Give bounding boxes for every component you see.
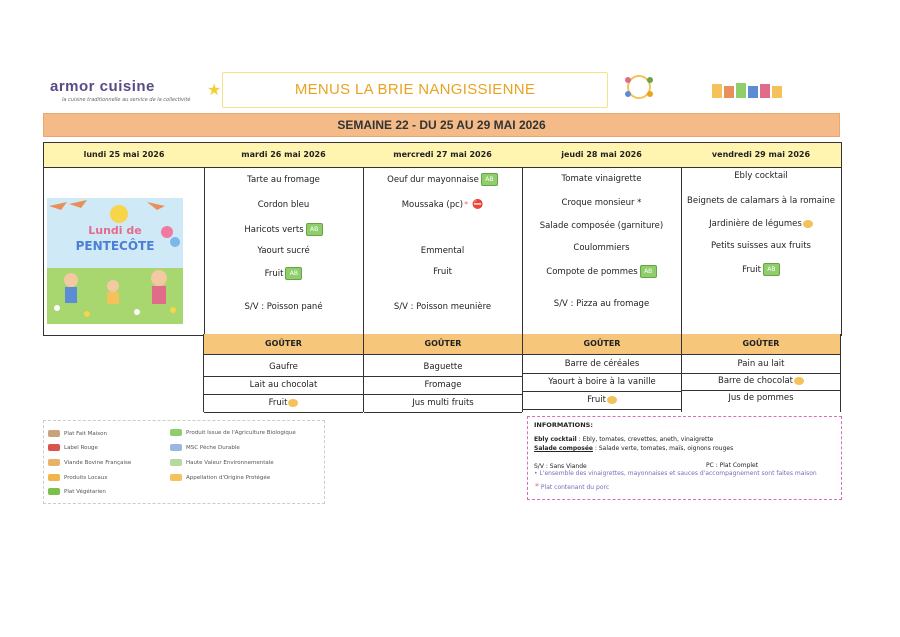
- menu-item: Beignets de calamars à la romaine: [687, 196, 835, 206]
- organic-icon: AB: [481, 173, 498, 186]
- banana-icon: [607, 396, 617, 404]
- snack-column: [681, 334, 841, 412]
- snack-item: Fromage: [364, 377, 522, 395]
- page-title: MENUS LA BRIE NANGISSIENNE: [222, 72, 608, 108]
- kids-circle-icon: [618, 72, 660, 102]
- menu-item: Croque monsieur *: [561, 198, 642, 208]
- snack-section: [203, 334, 840, 414]
- snack-header: GOÛTER: [364, 334, 522, 355]
- legend-item: Viande Bovine Française: [48, 459, 131, 466]
- menu-item: Ebly cocktail: [734, 171, 788, 181]
- hve-icon: [170, 459, 182, 466]
- menu-item: Compote de pommes AB: [522, 265, 681, 278]
- holiday-title-line2: PENTECÔTE: [75, 239, 155, 253]
- holiday-title-line1: Lundi de: [88, 224, 142, 237]
- week-banner: SEMAINE 22 - DU 25 AU 29 MAI 2026: [43, 113, 840, 137]
- menu-item: Coulommiers: [573, 243, 630, 253]
- menu-item: Emmental: [420, 246, 465, 256]
- meatless-option: S/V : Pizza au fromage: [553, 299, 650, 309]
- menu-item: Fruit AB: [204, 267, 363, 280]
- information-box: [527, 416, 842, 500]
- msc-fish-icon: [170, 444, 182, 451]
- pork-icon: *: [535, 482, 539, 491]
- snack-column: [522, 334, 682, 412]
- french-beef-icon: [48, 459, 60, 466]
- day-header: mardi 26 mai 2026: [204, 143, 363, 168]
- info-line: Salade composée : Salade verte, tomates, maïs, oignons rouges: [534, 445, 734, 452]
- snack-header: GOÛTER: [682, 334, 840, 355]
- vegetarian-icon: [48, 488, 60, 495]
- organic-icon: AB: [285, 267, 302, 280]
- info-note: • L'ensemble des vinaigrettes, mayonnaises et sauces d'accompagnement sont faites maison: [534, 470, 817, 477]
- snack-header: GOÛTER: [523, 334, 681, 355]
- pork-icon: *: [464, 200, 469, 209]
- brand-logo: armor cuisine: [50, 78, 155, 95]
- info-sv: S/V : Sans Viande: [534, 463, 587, 470]
- organic-icon: AB: [763, 263, 780, 276]
- menu-item: Jardinière de légumes: [681, 219, 841, 229]
- organic-icon: AB: [306, 223, 323, 236]
- legend-item: Label Rouge: [48, 444, 98, 451]
- meatless-option: S/V : Poisson pané: [244, 302, 323, 312]
- day-header: lundi 25 mai 2026: [44, 143, 204, 168]
- day-column-friday: [681, 143, 841, 335]
- snack-item: Gaufre: [204, 359, 363, 377]
- menu-item: Haricots verts AB: [204, 223, 363, 236]
- info-title: INFORMATIONS:: [534, 421, 593, 429]
- decorative-letters-icon: [710, 80, 786, 100]
- menu-item: Yaourt sucré: [257, 246, 310, 256]
- info-pc: PC : Plat Complet: [706, 462, 759, 469]
- day-column-tuesday: [204, 143, 364, 335]
- snack-header: GOÛTER: [204, 334, 363, 355]
- snack-item: Pain au lait: [682, 356, 840, 374]
- legend-item: Appellation d'Origine Protégée: [170, 474, 270, 481]
- organic-icon: AB: [640, 265, 657, 278]
- snack-item: Fruit: [523, 392, 681, 410]
- organic-icon: [170, 429, 182, 436]
- legend-box: [43, 420, 325, 504]
- local-product-icon: [48, 474, 60, 481]
- legend-item: Produit Issue de l'Agriculture Biologique: [170, 429, 296, 436]
- chocolate-icon: [794, 377, 804, 385]
- menu-item: Fruit: [433, 267, 452, 277]
- menu-item: Tarte au fromage: [247, 175, 320, 185]
- legend-item: Plat Fait Maison: [48, 430, 107, 437]
- info-note: * Plat contenant du porc: [535, 482, 610, 491]
- legend-item: Haute Valeur Environnementale: [170, 459, 274, 466]
- meatless-option: S/V : Poisson meunière: [393, 302, 492, 312]
- menu-item: Fruit AB: [681, 263, 841, 276]
- aop-icon: [170, 474, 182, 481]
- day-header: mercredi 27 mai 2026: [363, 143, 522, 168]
- banana-icon: [288, 399, 298, 407]
- star-icon: ★: [207, 80, 222, 99]
- day-column-wednesday: [363, 143, 523, 335]
- menu-item: Moussaka (pc)* ⛔: [401, 200, 484, 210]
- menu-item: Petits suisses aux fruits: [711, 241, 811, 251]
- brand-tagline: la cuisine traditionnelle au service de la collectivité: [62, 97, 191, 103]
- homemade-icon: [48, 430, 60, 437]
- snack-item: Yaourt à boire à la vanille: [523, 374, 681, 392]
- day-header: jeudi 28 mai 2026: [522, 143, 681, 168]
- legend-item: Plat Végétarien: [48, 488, 106, 495]
- pentecost-illustration: [47, 198, 183, 324]
- snack-item: Lait au chocolat: [204, 377, 363, 395]
- snack-column: [363, 334, 523, 412]
- label-rouge-icon: [48, 444, 60, 451]
- menu-item: Tomate vinaigrette: [561, 174, 642, 184]
- local-product-icon: [803, 220, 813, 228]
- menu-item: Cordon bleu: [257, 200, 310, 210]
- legend-item: MSC Pêche Durable: [170, 444, 240, 451]
- menu-item: Oeuf dur mayonnaise AB: [363, 173, 522, 186]
- day-header: vendredi 29 mai 2026: [681, 143, 841, 168]
- info-line: Ebly cocktail : Ebly, tomates, crevettes, aneth, vinaigrette: [534, 436, 714, 443]
- snack-item: Barre de chocolat: [682, 373, 840, 391]
- snack-item: Baguette: [364, 359, 522, 377]
- homemade-icon: ⛔: [472, 200, 484, 210]
- snack-column: [203, 334, 364, 412]
- snack-item: Fruit: [204, 395, 363, 413]
- snack-item: Jus de pommes: [728, 393, 794, 403]
- menu-item: Salade composée (garniture): [539, 221, 664, 231]
- snack-item: Barre de céréales: [523, 356, 681, 374]
- snack-item: Jus multi fruits: [364, 395, 522, 413]
- legend-item: Produits Locaux: [48, 474, 107, 481]
- day-column-thursday: [522, 143, 682, 335]
